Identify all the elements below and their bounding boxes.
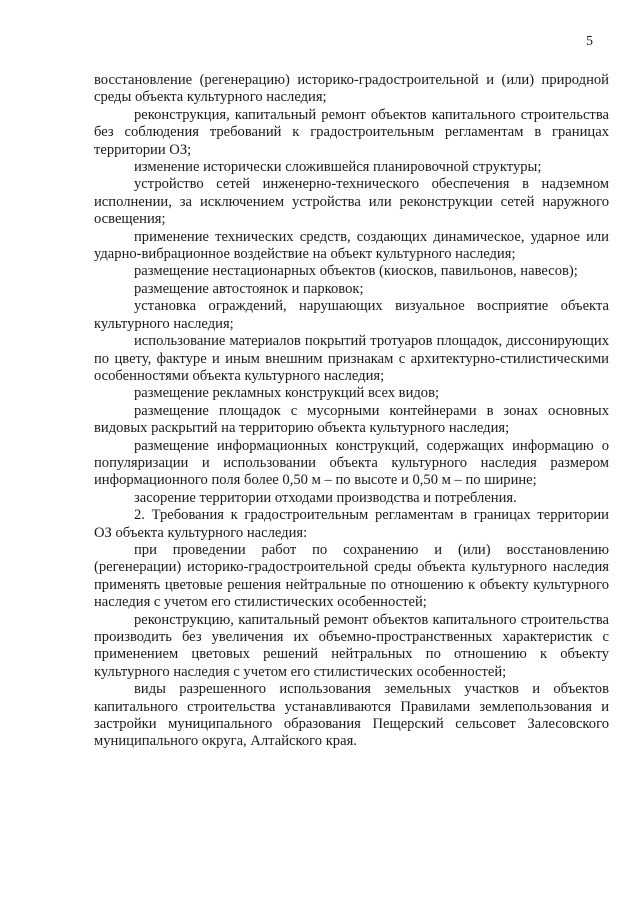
paragraph: восстановление (регенерацию) историко-градостроительной и (или) природной среды объекта культурного наследия; (94, 72, 609, 106)
paragraph: размещение информационных конструкций, содержащих информацию о популяризации и использовании объекта культурного наследия размером информационного поля более 0,50 м – по высоте и 0,50 м – по ширине; (94, 437, 609, 489)
paragraph: устройство сетей инженерно-технического обеспечения в надземном исполнении, за исключением устройства или реконструкции сетей наружного освещения; (94, 176, 609, 228)
page-number: 5 (586, 34, 593, 49)
paragraph: применение технических средств, создающих динамическое, ударное или ударно-вибрационное воздействие на объект культурного наследия; (94, 228, 609, 263)
paragraph: изменение исторически сложившейся планировочной структуры; (134, 159, 542, 176)
paragraph: размещение автостоянок и парковок; (134, 280, 364, 297)
paragraph: виды разрешенного использования земельных участков и объектов капитального строительства устанавливаются Правилами землепользования и застройки муниципального образования Пещерский сельсовет Залесовского муниципального округа, Алтайского края. (94, 681, 609, 750)
paragraph: использование материалов покрытий тротуаров площадок, диссонирующих по цвету, фактуре и иным внешним признакам с архитектурно-стилистическими особенностями объекта культурного наследия; (94, 333, 609, 384)
paragraph: при проведении работ по сохранению и (или) восстановлению (регенерации) историко-градостроительной среды объекта культурного наследия применять цветовые решения нейтральные по отношению к объекту культурного наследия с учетом его стилистических особенностей; (94, 541, 609, 611)
paragraph: реконструкцию, капитальный ремонт объектов капитального строительства производить без увеличения их объемно-пространственных характеристик с применением цветовых решений нейтральных по отношению к объекту культурного наследия с учетом его стилистических особенностей; (94, 611, 609, 680)
paragraph: размещение площадок с мусорными контейнерами в зонах основных видовых раскрытий на территорию объекта культурного наследия; (94, 402, 609, 437)
document-body (94, 72, 609, 751)
paragraph: размещение рекламных конструкций всех видов; (134, 385, 440, 402)
paragraph: размещение нестационарных объектов (киосков, павильонов, навесов); (134, 263, 578, 280)
paragraph: засорение территории отходами производства и потребления. (134, 489, 517, 506)
section-heading: 2. Требования к градостроительным регламентам в границах территории ОЗ объекта культурного наследия: (94, 507, 609, 541)
paragraph: реконструкция, капитальный ремонт объектов капитального строительства без соблюдения требований к градостроительным регламентам в границах территории ОЗ; (94, 106, 609, 158)
paragraph: установка ограждений, нарушающих визуальное восприятие объекта культурного наследия; (94, 298, 609, 332)
